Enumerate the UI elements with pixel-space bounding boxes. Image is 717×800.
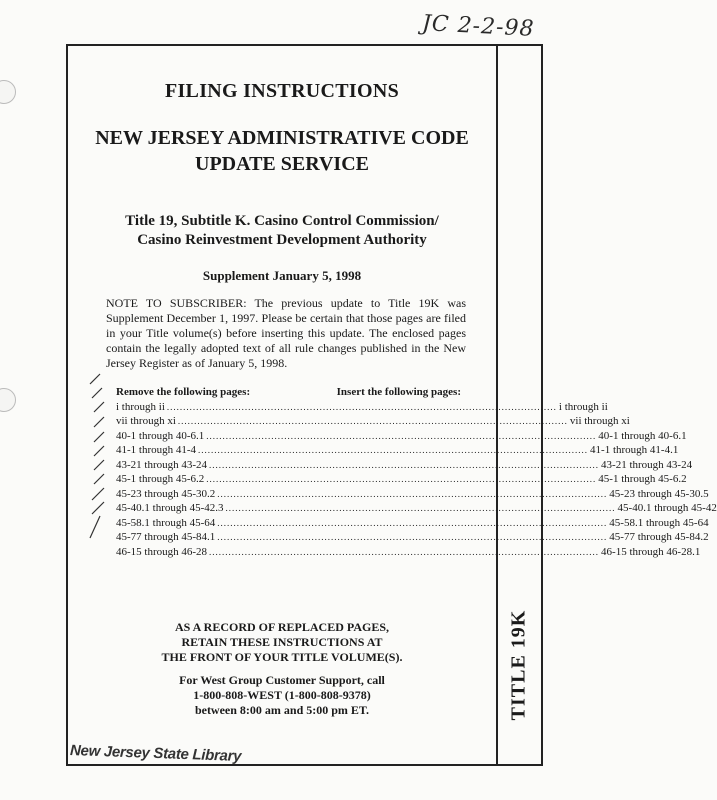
punch-hole-top (0, 80, 16, 104)
insert-pages: 40-1 through 40-6.1 (598, 429, 687, 442)
insert-pages: 45-77 through 45-84.2 (609, 531, 709, 543)
insert-pages: 41-1 through 41-4.1 (590, 444, 679, 456)
dot-leader: ........................................................................................................................ (225, 503, 616, 513)
subtitle-line2: Casino Reinvestment Development Authority (137, 232, 427, 248)
table-row (116, 414, 630, 429)
table-row (116, 545, 701, 560)
document-content (84, 80, 717, 559)
table-row (116, 516, 709, 531)
remove-pages: 43-21 through 43-24 (116, 458, 208, 471)
record-notice (84, 620, 480, 665)
remove-pages: 46-15 through 46-28 (116, 545, 208, 558)
table-row (116, 530, 709, 545)
table-row (116, 458, 693, 473)
subtitle (84, 212, 480, 250)
table-row (116, 443, 679, 458)
remove-pages: 41-1 through 41-4 (116, 444, 197, 456)
insert-pages: 45-1 through 45-6.2 (598, 473, 687, 485)
tab-label: TITLE 19K (507, 609, 530, 721)
support-hours: between 8:00 am and 5:00 pm ET. (194, 703, 370, 717)
main-title-line2: UPDATE SERVICE (195, 153, 369, 175)
dot-leader: ........................................................................................................................ (217, 488, 608, 499)
punch-hole-bottom (0, 388, 16, 412)
record-line1: AS A RECORD OF REPLACED PAGES, (174, 620, 390, 634)
remove-pages: 45-1 through 45-6.2 (116, 473, 205, 485)
table-row (116, 429, 687, 444)
table-row (116, 487, 709, 502)
main-title (84, 125, 480, 177)
table-header (116, 385, 461, 400)
table-row (116, 472, 687, 487)
insert-pages: 45-40.1 through 45-42 (617, 502, 717, 514)
table-row (116, 501, 717, 516)
remove-pages: 45-40.1 through 45-42.3 (116, 502, 224, 514)
remove-pages: 45-23 through 45-30.2 (116, 487, 216, 500)
remove-pages: vii through xi (116, 415, 176, 427)
dot-leader: ........................................................................................................................ (209, 546, 600, 557)
dot-leader: ........................................................................................................................ (217, 517, 608, 528)
insert-pages: i through ii (558, 400, 608, 413)
insert-pages: 45-58.1 through 45-64 (609, 516, 709, 529)
main-title-line1: NEW JERSEY ADMINISTRATIVE CODE (95, 127, 469, 149)
insert-pages: 46-15 through 46-28.1 (601, 545, 701, 558)
dot-leader: ........................................................................................................................ (217, 532, 608, 542)
dot-leader: ........................................................................................................................ (177, 416, 568, 426)
dot-leader: ........................................................................................................................ (198, 445, 589, 455)
handwritten-check-marks (86, 362, 116, 542)
remove-pages: 45-58.1 through 45-64 (116, 516, 216, 529)
record-line3: THE FRONT OF YOUR TITLE VOLUME(S). (161, 650, 403, 664)
dot-leader: ........................................................................................................................ (166, 401, 557, 412)
insert-pages: vii through xi (569, 415, 630, 427)
support-phone: 1-800-808-WEST (1-800-808-9378) (193, 688, 371, 702)
filing-title: FILING INSTRUCTIONS (164, 80, 400, 102)
customer-support (84, 673, 480, 718)
remove-pages: 40-1 through 40-6.1 (116, 429, 205, 442)
library-stamp: New Jersey State Library (69, 742, 242, 765)
handwritten-annotation: JC 2-2-98 (421, 11, 536, 42)
subtitle-line1: Title 19, Subtitle K. Casino Control Commission/ (125, 213, 439, 229)
table-rows (116, 400, 717, 560)
support-line1: For West Group Customer Support, call (179, 673, 385, 687)
supplement-date: Supplement January 5, 1998 (202, 268, 362, 283)
table-row (116, 400, 608, 415)
insert-pages: 45-23 through 45-30.5 (609, 487, 709, 500)
remove-header: Remove the following pages: (116, 386, 251, 398)
page-replacement-table (116, 385, 717, 559)
dot-leader: ........................................................................................................................ (209, 459, 600, 470)
insert-pages: 43-21 through 43-24 (601, 458, 693, 471)
dot-leader: ........................................................................................................................ (206, 474, 597, 484)
dot-leader: ........................................................................................................................ (206, 430, 597, 441)
subscriber-note: NOTE TO SUBSCRIBER: The previous update to Title 19K was Supplement December 1, 1997. Please be certain that those pages are filed in your Title volume(s) before inserting this update. The enclosed pages contain the legally adopted text of all rule changes published in the New Jersey Register as of January 5, 1998. (106, 296, 466, 370)
insert-header: Insert the following pages: (336, 386, 461, 398)
record-line2: RETAIN THESE INSTRUCTIONS AT (181, 635, 383, 649)
remove-pages: i through ii (116, 400, 165, 413)
remove-pages: 45-77 through 45-84.1 (116, 531, 216, 543)
